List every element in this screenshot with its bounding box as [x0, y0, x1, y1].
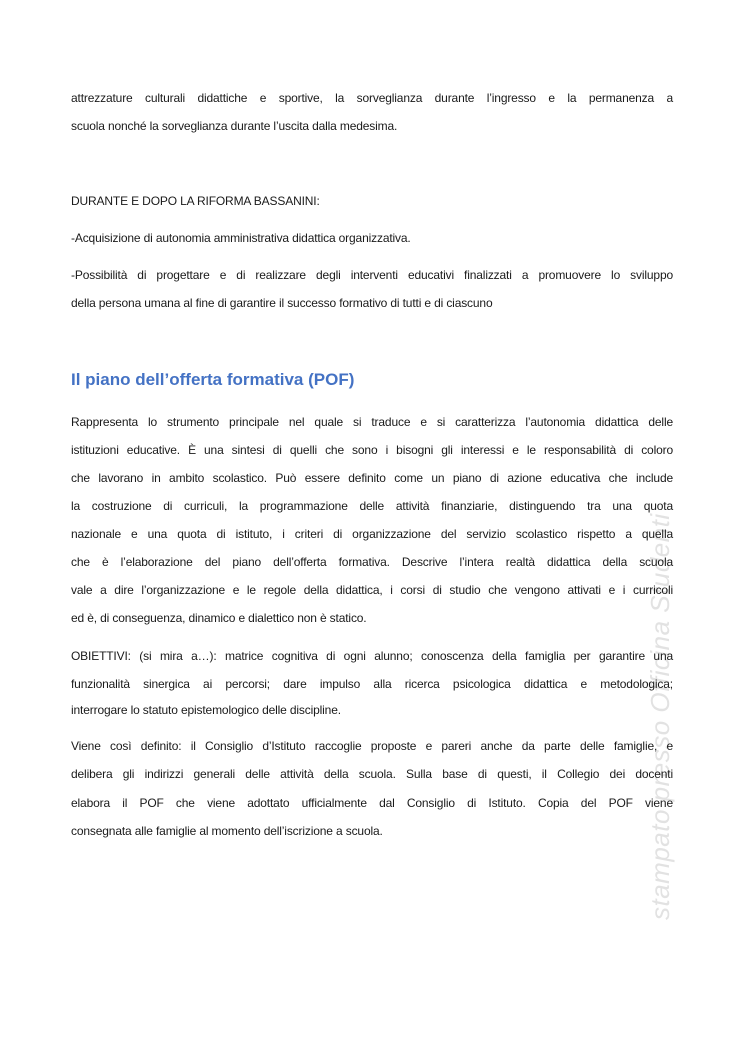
text-line: elabora il POF che viene adottato ufficialmente dal Consiglio di Istituto. Copia del POF viene [71, 796, 673, 810]
text-line: che è l’elaborazione del piano dell’offerta formativa. Descrive l’intera realtà didattica della scuola [71, 555, 673, 569]
text-line: delibera gli indirizzi generali delle attività della scuola. Sulla base di questi, il Collegio dei docenti [71, 767, 673, 781]
text-line: attrezzature culturali didattiche e sportive, la sorveglianza durante l’ingresso e la permanenza a [71, 91, 673, 105]
text-line: funzionalità sinergica ai percorsi; dare impulso alla ricerca psicologica didattica e metodologica; [71, 677, 673, 691]
text-line: consegnata alle famiglie al momento dell’iscrizione a scuola. [71, 824, 383, 838]
watermark: stampato presso Officina Studenti [645, 513, 675, 920]
text-line: che lavorano in ambito scolastico. Può essere definito come un piano di azione educativa che include [71, 471, 673, 485]
text-line: scuola nonché la sorveglianza durante l’uscita dalla medesima. [71, 119, 398, 133]
heading: Il piano dell’offerta formativa (POF) [71, 370, 355, 389]
text-line: della persona umana al fine di garantire il successo formativo di tutti e di ciascuno [71, 296, 493, 310]
text-line: Rappresenta lo strumento principale nel quale si traduce e si caratterizza l’autonomia didattica delle [71, 415, 673, 429]
text-line: istituzioni educative. È una sintesi di quelli che sono i bisogni gli interessi e le responsabilità di coloro [71, 443, 673, 457]
text-line: nazionale e una quota di istituto, i criteri di organizzazione del servizio scolastico rispetto a quella [71, 527, 673, 541]
text-line: ed è, di conseguenza, dinamico e dialettico non è statico. [71, 611, 367, 625]
text-line: la costruzione di curriculi, la programmazione delle attività finanziarie, distinguendo tra una quota [71, 499, 673, 513]
text-line: vale a dire l’organizzazione e le regole della didattica, i corsi di studio che vengono attivati e i curricoli [71, 583, 673, 597]
text-line: -Possibilità di progettare e di realizzare degli interventi educativi finalizzati a promuovere lo sviluppo [71, 268, 673, 282]
text-line: DURANTE E DOPO LA RIFORMA BASSANINI: [71, 194, 320, 208]
text-line: Viene così definito: il Consiglio d’Istituto raccoglie proposte e pareri anche da parte delle famiglie, e [71, 739, 673, 753]
text-line: interrogare lo statuto epistemologico delle discipline. [71, 703, 341, 717]
text-line: -Acquisizione di autonomia amministrativa didattica organizzativa. [71, 231, 411, 245]
text-line: OBIETTIVI: (si mira a…): matrice cognitiva di ogni alunno; conoscenza della famiglia per garantire una [71, 649, 673, 663]
